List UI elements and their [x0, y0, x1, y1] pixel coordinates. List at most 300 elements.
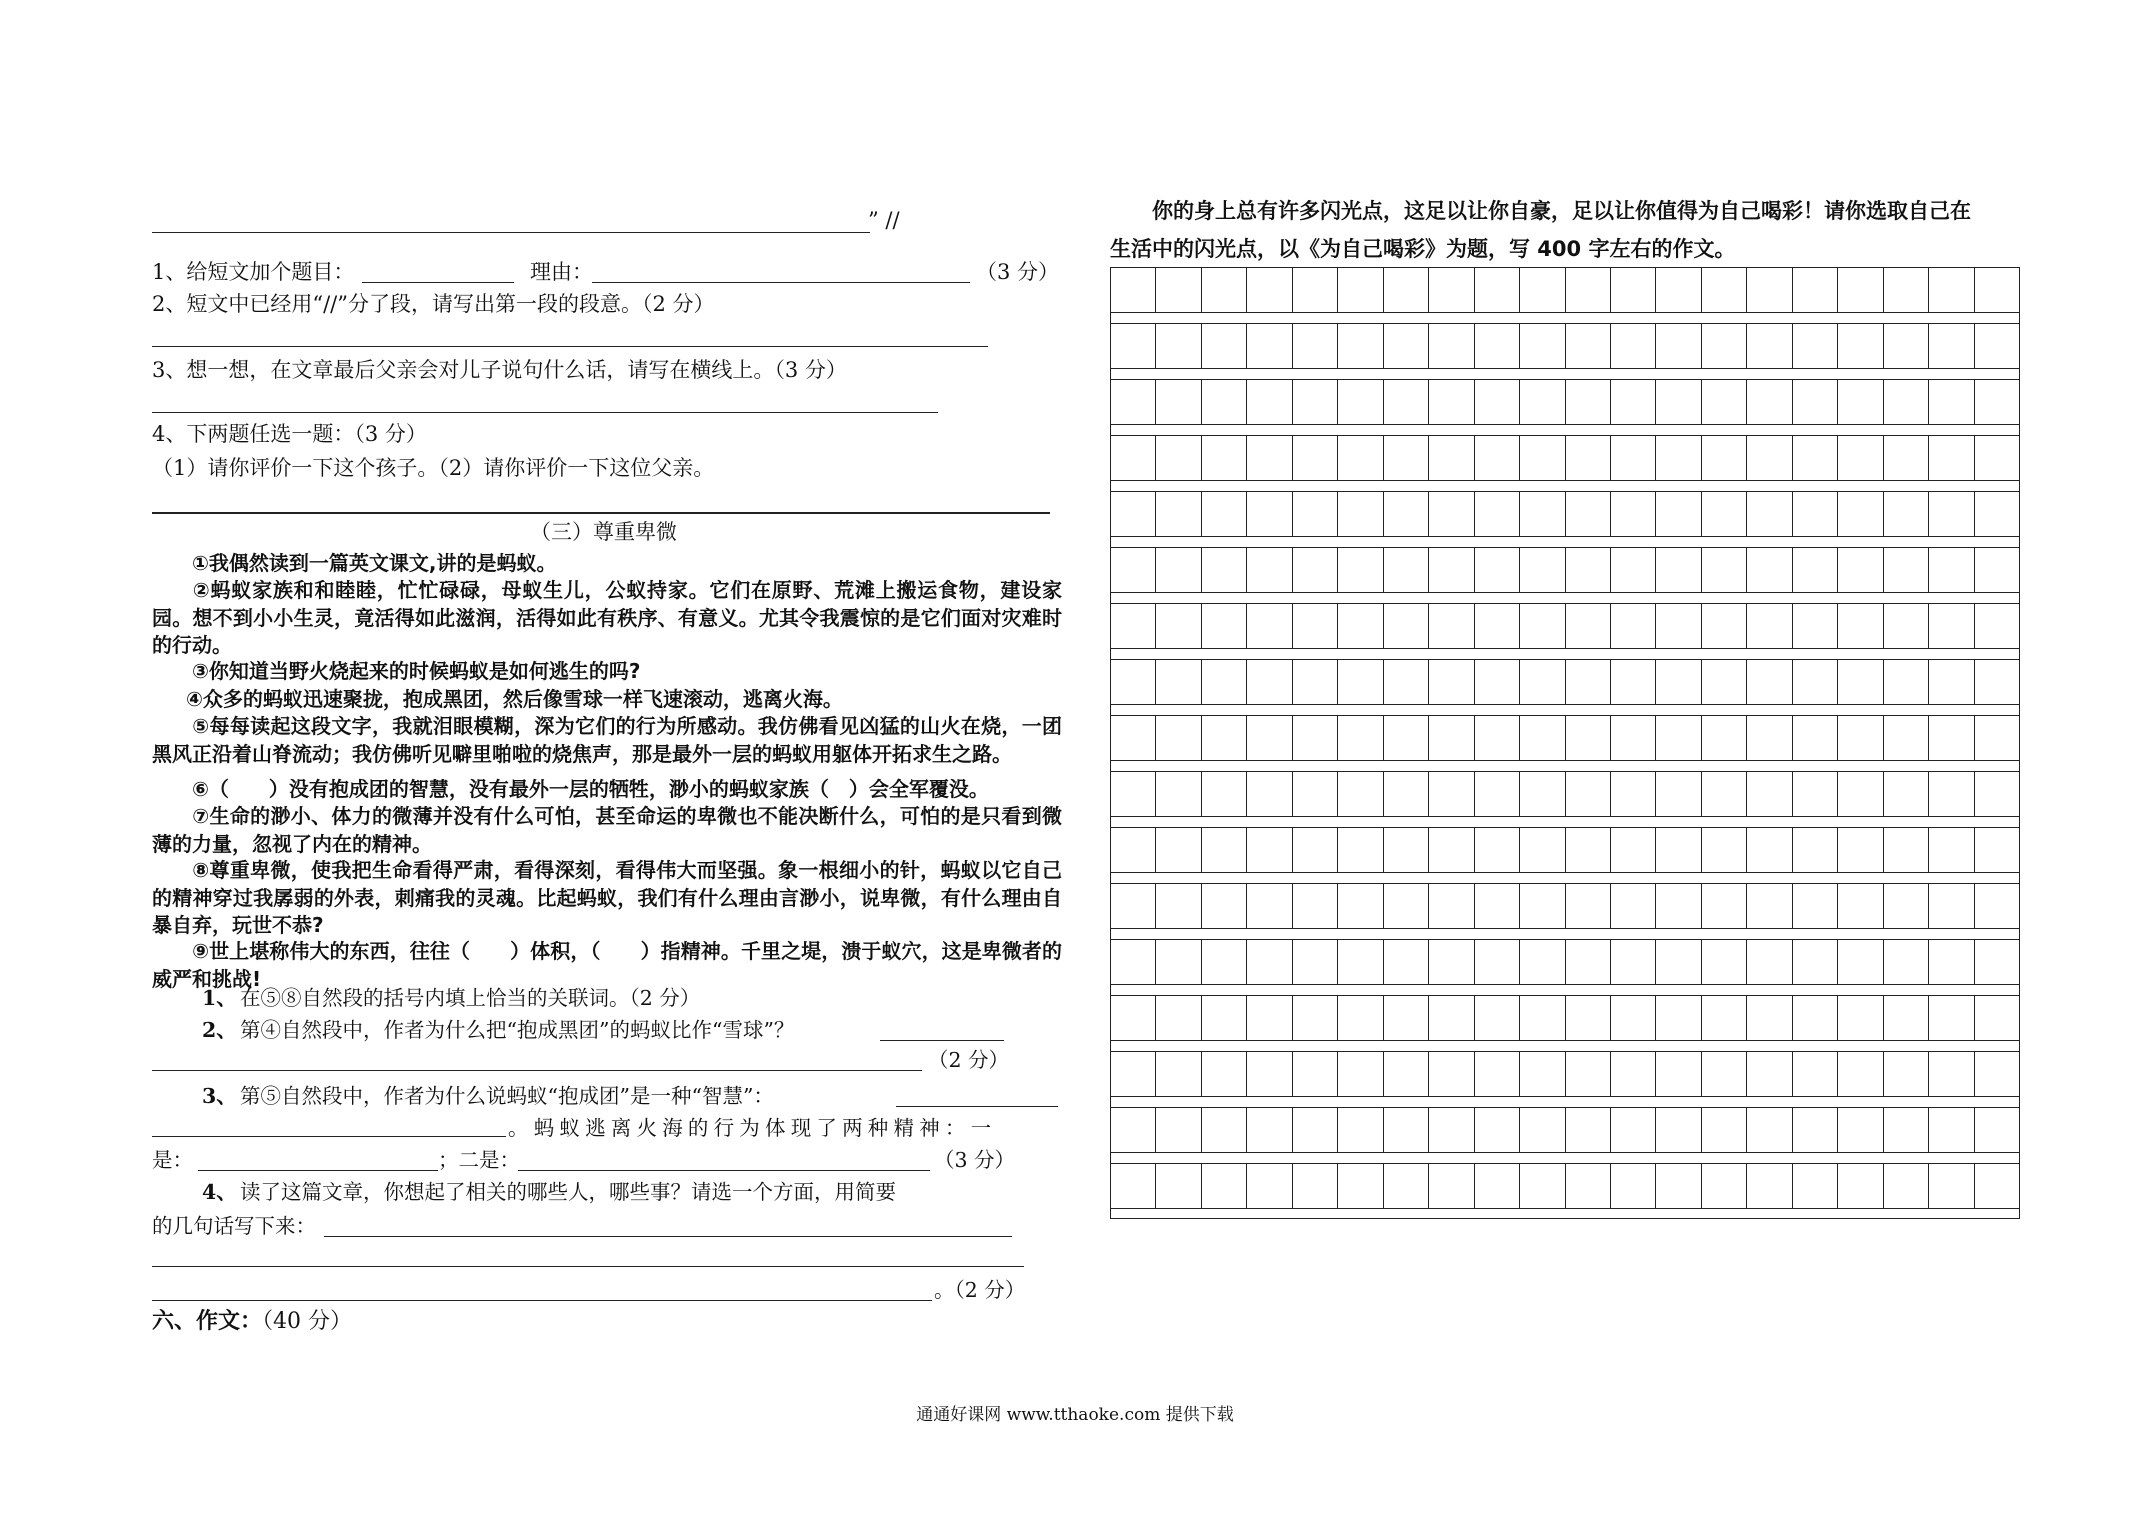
grid-cell[interactable]: [1929, 324, 1974, 368]
grid-cell[interactable]: [1656, 828, 1701, 872]
grid-cell[interactable]: [1475, 772, 1520, 816]
grid-cell[interactable]: [1156, 660, 1201, 704]
grid-cell[interactable]: [1429, 380, 1474, 424]
sq4-answer-line-b[interactable]: [152, 1266, 1024, 1267]
grid-cell[interactable]: [1293, 660, 1338, 704]
grid-cell[interactable]: [1656, 548, 1701, 592]
grid-cell[interactable]: [1702, 1052, 1747, 1096]
grid-cell[interactable]: [1247, 436, 1292, 480]
grid-cell[interactable]: [1702, 604, 1747, 648]
grid-cell[interactable]: [1338, 772, 1383, 816]
grid-cell[interactable]: [1475, 1164, 1520, 1208]
grid-cell[interactable]: [1611, 828, 1656, 872]
q4-answer-line[interactable]: [152, 512, 1050, 514]
grid-cell[interactable]: [1793, 996, 1838, 1040]
grid-cell[interactable]: [1429, 1108, 1474, 1152]
grid-cell[interactable]: [1429, 996, 1474, 1040]
grid-cell[interactable]: [1884, 268, 1929, 312]
grid-cell[interactable]: [1611, 772, 1656, 816]
grid-cell[interactable]: [1702, 548, 1747, 592]
grid-cell[interactable]: [1566, 324, 1611, 368]
grid-cell[interactable]: [1793, 1052, 1838, 1096]
grid-cell[interactable]: [1793, 492, 1838, 536]
grid-cell[interactable]: [1838, 492, 1883, 536]
grid-cell[interactable]: [1111, 380, 1156, 424]
grid-cell[interactable]: [1475, 1052, 1520, 1096]
composition-grid[interactable]: [1110, 267, 2020, 1219]
grid-cell[interactable]: [1384, 660, 1429, 704]
grid-cell[interactable]: [1793, 828, 1838, 872]
grid-cell[interactable]: [1884, 604, 1929, 648]
grid-cell[interactable]: [1520, 716, 1565, 760]
grid-cell[interactable]: [1566, 380, 1611, 424]
grid-cell[interactable]: [1656, 324, 1701, 368]
grid-cell[interactable]: [1247, 828, 1292, 872]
grid-cell[interactable]: [1975, 492, 2019, 536]
grid-cell[interactable]: [1156, 716, 1201, 760]
grid-cell[interactable]: [1293, 604, 1338, 648]
grid-cell[interactable]: [1202, 380, 1247, 424]
grid-cell[interactable]: [1156, 604, 1201, 648]
grid-cell[interactable]: [1475, 996, 1520, 1040]
grid-cell[interactable]: [1111, 604, 1156, 648]
grid-cell[interactable]: [1793, 268, 1838, 312]
grid-cell[interactable]: [1975, 772, 2019, 816]
grid-cell[interactable]: [1293, 1108, 1338, 1152]
grid-cell[interactable]: [1975, 828, 2019, 872]
grid-cell[interactable]: [1475, 548, 1520, 592]
grid-cell[interactable]: [1475, 604, 1520, 648]
grid-cell[interactable]: [1111, 268, 1156, 312]
grid-cell[interactable]: [1611, 996, 1656, 1040]
grid-cell[interactable]: [1566, 660, 1611, 704]
grid-cell[interactable]: [1611, 940, 1656, 984]
grid-cell[interactable]: [1929, 1052, 1974, 1096]
grid-cell[interactable]: [1293, 268, 1338, 312]
grid-cell[interactable]: [1111, 716, 1156, 760]
grid-cell[interactable]: [1202, 996, 1247, 1040]
grid-cell[interactable]: [1202, 604, 1247, 648]
grid-cell[interactable]: [1702, 772, 1747, 816]
grid-cell[interactable]: [1384, 716, 1429, 760]
q2-answer-line[interactable]: [152, 346, 988, 347]
sq3-answer-line-d[interactable]: [518, 1170, 930, 1171]
grid-cell[interactable]: [1247, 268, 1292, 312]
grid-cell[interactable]: [1702, 828, 1747, 872]
grid-cell[interactable]: [1793, 940, 1838, 984]
sq4-answer-line-c[interactable]: [152, 1300, 932, 1301]
grid-cell[interactable]: [1838, 772, 1883, 816]
grid-cell[interactable]: [1247, 1052, 1292, 1096]
grid-cell[interactable]: [1656, 716, 1701, 760]
grid-cell[interactable]: [1838, 380, 1883, 424]
grid-cell[interactable]: [1793, 772, 1838, 816]
grid-cell[interactable]: [1838, 1164, 1883, 1208]
grid-cell[interactable]: [1975, 604, 2019, 648]
grid-cell[interactable]: [1111, 828, 1156, 872]
grid-cell[interactable]: [1247, 996, 1292, 1040]
grid-cell[interactable]: [1838, 884, 1883, 928]
grid-cell[interactable]: [1384, 1108, 1429, 1152]
grid-cell[interactable]: [1838, 1108, 1883, 1152]
grid-cell[interactable]: [1566, 1052, 1611, 1096]
grid-cell[interactable]: [1156, 548, 1201, 592]
grid-cell[interactable]: [1111, 436, 1156, 480]
grid-cell[interactable]: [1656, 1052, 1701, 1096]
grid-cell[interactable]: [1338, 492, 1383, 536]
grid-cell[interactable]: [1656, 604, 1701, 648]
grid-cell[interactable]: [1929, 828, 1974, 872]
grid-cell[interactable]: [1884, 716, 1929, 760]
grid-cell[interactable]: [1156, 436, 1201, 480]
grid-cell[interactable]: [1611, 436, 1656, 480]
grid-cell[interactable]: [1929, 1164, 1974, 1208]
grid-cell[interactable]: [1611, 1108, 1656, 1152]
grid-cell[interactable]: [1293, 492, 1338, 536]
grid-cell[interactable]: [1293, 548, 1338, 592]
grid-cell[interactable]: [1566, 940, 1611, 984]
grid-cell[interactable]: [1884, 940, 1929, 984]
grid-cell[interactable]: [1156, 380, 1201, 424]
grid-cell[interactable]: [1520, 884, 1565, 928]
grid-cell[interactable]: [1156, 772, 1201, 816]
grid-cell[interactable]: [1884, 996, 1929, 1040]
grid-cell[interactable]: [1338, 268, 1383, 312]
grid-cell[interactable]: [1429, 716, 1474, 760]
grid-cell[interactable]: [1338, 604, 1383, 648]
grid-cell[interactable]: [1429, 1052, 1474, 1096]
grid-cell[interactable]: [1202, 716, 1247, 760]
q3-answer-line[interactable]: [152, 412, 938, 413]
grid-cell[interactable]: [1384, 1052, 1429, 1096]
grid-cell[interactable]: [1884, 492, 1929, 536]
grid-cell[interactable]: [1611, 716, 1656, 760]
grid-cell[interactable]: [1247, 548, 1292, 592]
grid-cell[interactable]: [1611, 324, 1656, 368]
grid-cell[interactable]: [1838, 716, 1883, 760]
sq3-answer-line-a[interactable]: [896, 1106, 1058, 1107]
grid-cell[interactable]: [1338, 436, 1383, 480]
grid-cell[interactable]: [1247, 492, 1292, 536]
grid-cell[interactable]: [1884, 1164, 1929, 1208]
grid-cell[interactable]: [1747, 1108, 1792, 1152]
grid-cell[interactable]: [1611, 660, 1656, 704]
grid-cell[interactable]: [1566, 1108, 1611, 1152]
grid-cell[interactable]: [1384, 604, 1429, 648]
grid-cell[interactable]: [1156, 1164, 1201, 1208]
grid-cell[interactable]: [1975, 996, 2019, 1040]
grid-cell[interactable]: [1111, 492, 1156, 536]
grid-cell[interactable]: [1247, 660, 1292, 704]
grid-cell[interactable]: [1429, 660, 1474, 704]
grid-cell[interactable]: [1747, 1052, 1792, 1096]
grid-cell[interactable]: [1611, 1052, 1656, 1096]
grid-cell[interactable]: [1156, 828, 1201, 872]
grid-cell[interactable]: [1111, 1164, 1156, 1208]
grid-cell[interactable]: [1566, 884, 1611, 928]
grid-cell[interactable]: [1520, 828, 1565, 872]
grid-cell[interactable]: [1975, 268, 2019, 312]
grid-cell[interactable]: [1611, 1164, 1656, 1208]
grid-cell[interactable]: [1293, 1052, 1338, 1096]
grid-cell[interactable]: [1156, 884, 1201, 928]
grid-cell[interactable]: [1338, 996, 1383, 1040]
grid-cell[interactable]: [1111, 548, 1156, 592]
grid-cell[interactable]: [1702, 436, 1747, 480]
grid-cell[interactable]: [1747, 324, 1792, 368]
grid-cell[interactable]: [1475, 492, 1520, 536]
grid-cell[interactable]: [1384, 436, 1429, 480]
grid-cell[interactable]: [1520, 996, 1565, 1040]
grid-cell[interactable]: [1747, 380, 1792, 424]
grid-cell[interactable]: [1293, 380, 1338, 424]
grid-cell[interactable]: [1293, 996, 1338, 1040]
grid-cell[interactable]: [1520, 1052, 1565, 1096]
grid-cell[interactable]: [1838, 996, 1883, 1040]
grid-cell[interactable]: [1520, 548, 1565, 592]
grid-cell[interactable]: [1475, 716, 1520, 760]
grid-cell[interactable]: [1975, 1108, 2019, 1152]
grid-cell[interactable]: [1884, 660, 1929, 704]
grid-cell[interactable]: [1975, 324, 2019, 368]
grid-cell[interactable]: [1611, 604, 1656, 648]
grid-cell[interactable]: [1475, 380, 1520, 424]
grid-cell[interactable]: [1793, 548, 1838, 592]
grid-cell[interactable]: [1793, 380, 1838, 424]
grid-cell[interactable]: [1702, 268, 1747, 312]
grid-cell[interactable]: [1384, 268, 1429, 312]
grid-cell[interactable]: [1520, 660, 1565, 704]
grid-cell[interactable]: [1202, 436, 1247, 480]
grid-cell[interactable]: [1747, 660, 1792, 704]
grid-cell[interactable]: [1838, 660, 1883, 704]
grid-cell[interactable]: [1656, 380, 1701, 424]
grid-cell[interactable]: [1566, 548, 1611, 592]
grid-cell[interactable]: [1111, 324, 1156, 368]
grid-cell[interactable]: [1520, 492, 1565, 536]
grid-cell[interactable]: [1884, 828, 1929, 872]
grid-cell[interactable]: [1247, 604, 1292, 648]
grid-cell[interactable]: [1611, 548, 1656, 592]
grid-cell[interactable]: [1202, 772, 1247, 816]
grid-cell[interactable]: [1156, 324, 1201, 368]
grid-cell[interactable]: [1338, 380, 1383, 424]
grid-cell[interactable]: [1747, 604, 1792, 648]
grid-cell[interactable]: [1702, 380, 1747, 424]
grid-cell[interactable]: [1566, 828, 1611, 872]
grid-cell[interactable]: [1656, 492, 1701, 536]
grid-cell[interactable]: [1111, 660, 1156, 704]
grid-cell[interactable]: [1702, 1164, 1747, 1208]
grid-cell[interactable]: [1429, 268, 1474, 312]
grid-cell[interactable]: [1247, 1108, 1292, 1152]
grid-cell[interactable]: [1520, 604, 1565, 648]
grid-cell[interactable]: [1475, 324, 1520, 368]
grid-cell[interactable]: [1656, 1108, 1701, 1152]
grid-cell[interactable]: [1202, 1164, 1247, 1208]
grid-cell[interactable]: [1475, 436, 1520, 480]
sq3-answer-line-c[interactable]: [198, 1170, 438, 1171]
grid-cell[interactable]: [1429, 436, 1474, 480]
grid-cell[interactable]: [1566, 268, 1611, 312]
grid-cell[interactable]: [1929, 268, 1974, 312]
grid-cell[interactable]: [1338, 940, 1383, 984]
grid-cell[interactable]: [1929, 996, 1974, 1040]
grid-cell[interactable]: [1884, 548, 1929, 592]
grid-cell[interactable]: [1838, 828, 1883, 872]
grid-cell[interactable]: [1202, 492, 1247, 536]
grid-cell[interactable]: [1656, 660, 1701, 704]
grid-cell[interactable]: [1793, 324, 1838, 368]
grid-cell[interactable]: [1702, 940, 1747, 984]
grid-cell[interactable]: [1429, 884, 1474, 928]
grid-cell[interactable]: [1475, 268, 1520, 312]
grid-cell[interactable]: [1656, 884, 1701, 928]
grid-cell[interactable]: [1975, 940, 2019, 984]
grid-cell[interactable]: [1338, 324, 1383, 368]
grid-cell[interactable]: [1247, 940, 1292, 984]
grid-cell[interactable]: [1202, 828, 1247, 872]
grid-cell[interactable]: [1975, 1164, 2019, 1208]
grid-cell[interactable]: [1293, 1164, 1338, 1208]
sq4-answer-line-a[interactable]: [324, 1236, 1012, 1237]
grid-cell[interactable]: [1384, 772, 1429, 816]
grid-cell[interactable]: [1338, 1052, 1383, 1096]
grid-cell[interactable]: [1929, 548, 1974, 592]
grid-cell[interactable]: [1793, 436, 1838, 480]
grid-cell[interactable]: [1475, 828, 1520, 872]
grid-cell[interactable]: [1293, 772, 1338, 816]
grid-cell[interactable]: [1793, 1108, 1838, 1152]
grid-cell[interactable]: [1838, 436, 1883, 480]
grid-cell[interactable]: [1747, 548, 1792, 592]
grid-cell[interactable]: [1338, 660, 1383, 704]
grid-cell[interactable]: [1975, 716, 2019, 760]
grid-cell[interactable]: [1111, 940, 1156, 984]
grid-cell[interactable]: [1566, 492, 1611, 536]
grid-cell[interactable]: [1384, 828, 1429, 872]
grid-cell[interactable]: [1156, 996, 1201, 1040]
grid-cell[interactable]: [1838, 548, 1883, 592]
grid-cell[interactable]: [1656, 1164, 1701, 1208]
grid-cell[interactable]: [1884, 380, 1929, 424]
grid-cell[interactable]: [1656, 940, 1701, 984]
grid-cell[interactable]: [1747, 884, 1792, 928]
grid-cell[interactable]: [1656, 436, 1701, 480]
grid-cell[interactable]: [1202, 884, 1247, 928]
grid-cell[interactable]: [1975, 1052, 2019, 1096]
grid-cell[interactable]: [1702, 1108, 1747, 1152]
grid-cell[interactable]: [1429, 940, 1474, 984]
grid-cell[interactable]: [1929, 716, 1974, 760]
grid-cell[interactable]: [1293, 828, 1338, 872]
grid-cell[interactable]: [1793, 716, 1838, 760]
grid-cell[interactable]: [1838, 940, 1883, 984]
grid-cell[interactable]: [1429, 772, 1474, 816]
grid-cell[interactable]: [1156, 940, 1201, 984]
grid-cell[interactable]: [1111, 772, 1156, 816]
grid-cell[interactable]: [1520, 1108, 1565, 1152]
grid-cell[interactable]: [1884, 884, 1929, 928]
grid-cell[interactable]: [1656, 772, 1701, 816]
grid-cell[interactable]: [1929, 660, 1974, 704]
grid-cell[interactable]: [1611, 380, 1656, 424]
grid-cell[interactable]: [1293, 324, 1338, 368]
grid-cell[interactable]: [1975, 548, 2019, 592]
grid-cell[interactable]: [1156, 268, 1201, 312]
grid-cell[interactable]: [1929, 772, 1974, 816]
grid-cell[interactable]: [1429, 1164, 1474, 1208]
grid-cell[interactable]: [1111, 1108, 1156, 1152]
grid-cell[interactable]: [1520, 772, 1565, 816]
grid-cell[interactable]: [1429, 604, 1474, 648]
grid-cell[interactable]: [1747, 1164, 1792, 1208]
grid-cell[interactable]: [1156, 492, 1201, 536]
grid-cell[interactable]: [1747, 436, 1792, 480]
title-answer-line[interactable]: [362, 282, 514, 283]
grid-cell[interactable]: [1520, 940, 1565, 984]
grid-cell[interactable]: [1293, 716, 1338, 760]
grid-cell[interactable]: [1656, 996, 1701, 1040]
grid-cell[interactable]: [1838, 604, 1883, 648]
grid-cell[interactable]: [1793, 884, 1838, 928]
grid-cell[interactable]: [1747, 492, 1792, 536]
grid-cell[interactable]: [1884, 772, 1929, 816]
grid-cell[interactable]: [1111, 884, 1156, 928]
grid-cell[interactable]: [1384, 380, 1429, 424]
grid-cell[interactable]: [1247, 1164, 1292, 1208]
grid-cell[interactable]: [1202, 324, 1247, 368]
sq2-answer-line-b[interactable]: [152, 1070, 922, 1071]
grid-cell[interactable]: [1702, 716, 1747, 760]
grid-cell[interactable]: [1247, 884, 1292, 928]
grid-cell[interactable]: [1338, 884, 1383, 928]
grid-cell[interactable]: [1429, 548, 1474, 592]
grid-cell[interactable]: [1793, 660, 1838, 704]
grid-cell[interactable]: [1202, 660, 1247, 704]
grid-cell[interactable]: [1429, 324, 1474, 368]
grid-cell[interactable]: [1793, 604, 1838, 648]
grid-cell[interactable]: [1293, 940, 1338, 984]
grid-cell[interactable]: [1929, 492, 1974, 536]
grid-cell[interactable]: [1884, 324, 1929, 368]
sq2-answer-line-a[interactable]: [880, 1040, 1004, 1041]
grid-cell[interactable]: [1384, 884, 1429, 928]
grid-cell[interactable]: [1111, 996, 1156, 1040]
grid-cell[interactable]: [1338, 716, 1383, 760]
grid-cell[interactable]: [1702, 996, 1747, 1040]
grid-cell[interactable]: [1202, 548, 1247, 592]
grid-cell[interactable]: [1884, 1108, 1929, 1152]
grid-cell[interactable]: [1156, 1052, 1201, 1096]
grid-cell[interactable]: [1520, 1164, 1565, 1208]
grid-cell[interactable]: [1929, 380, 1974, 424]
grid-cell[interactable]: [1702, 660, 1747, 704]
grid-cell[interactable]: [1475, 884, 1520, 928]
grid-cell[interactable]: [1247, 380, 1292, 424]
grid-cell[interactable]: [1520, 380, 1565, 424]
reason-answer-line[interactable]: [592, 282, 970, 283]
grid-cell[interactable]: [1247, 716, 1292, 760]
grid-cell[interactable]: [1747, 268, 1792, 312]
grid-cell[interactable]: [1975, 660, 2019, 704]
grid-cell[interactable]: [1566, 1164, 1611, 1208]
grid-cell[interactable]: [1475, 660, 1520, 704]
grid-cell[interactable]: [1566, 772, 1611, 816]
grid-cell[interactable]: [1247, 772, 1292, 816]
grid-cell[interactable]: [1793, 1164, 1838, 1208]
grid-cell[interactable]: [1566, 996, 1611, 1040]
